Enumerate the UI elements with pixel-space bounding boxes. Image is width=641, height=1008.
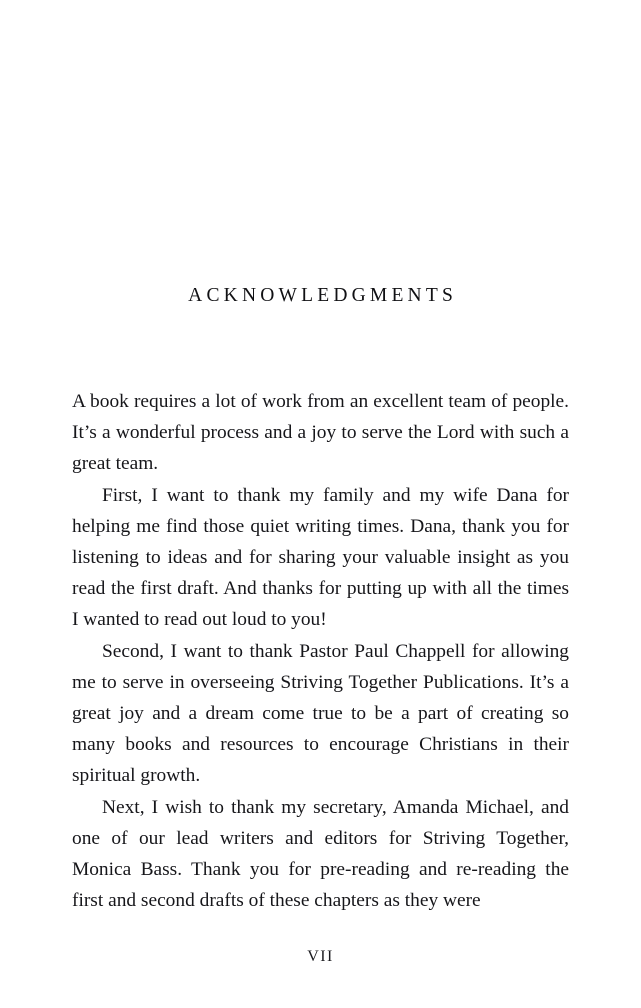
paragraph-2: First, I want to thank my family and my wife Dana for helping me find those quiet writing times. Dana, thank you for listening to ideas and for sharing your valuable insight as you read the first draft. And thanks for putting up with all the times I wanted to read out loud to you! — [72, 484, 569, 631]
paragraph-3: Second, I want to thank Pastor Paul Chappell for allowing me to serve in overseeing Striving Together Publications. It’s a great joy and a dream come true to be a part of creating so many books and resources to encourage Christians in their spiritual growth. — [72, 640, 569, 787]
page-number: VII — [307, 948, 334, 965]
body-text — [72, 386, 569, 916]
page-title: ACKNOWLEDGMENTS — [188, 285, 457, 307]
paragraph-1: A book requires a lot of work from an excellent team of people. It’s a wonderful process and a joy to serve the Lord with such a great team. — [72, 391, 569, 475]
paragraph-4: Next, I wish to thank my secretary, Amanda Michael, and one of our lead writers and editors for Striving Together, Monica Bass. Thank you for pre-reading and re-reading the first and second drafts of these chapters as they were — [72, 796, 569, 912]
